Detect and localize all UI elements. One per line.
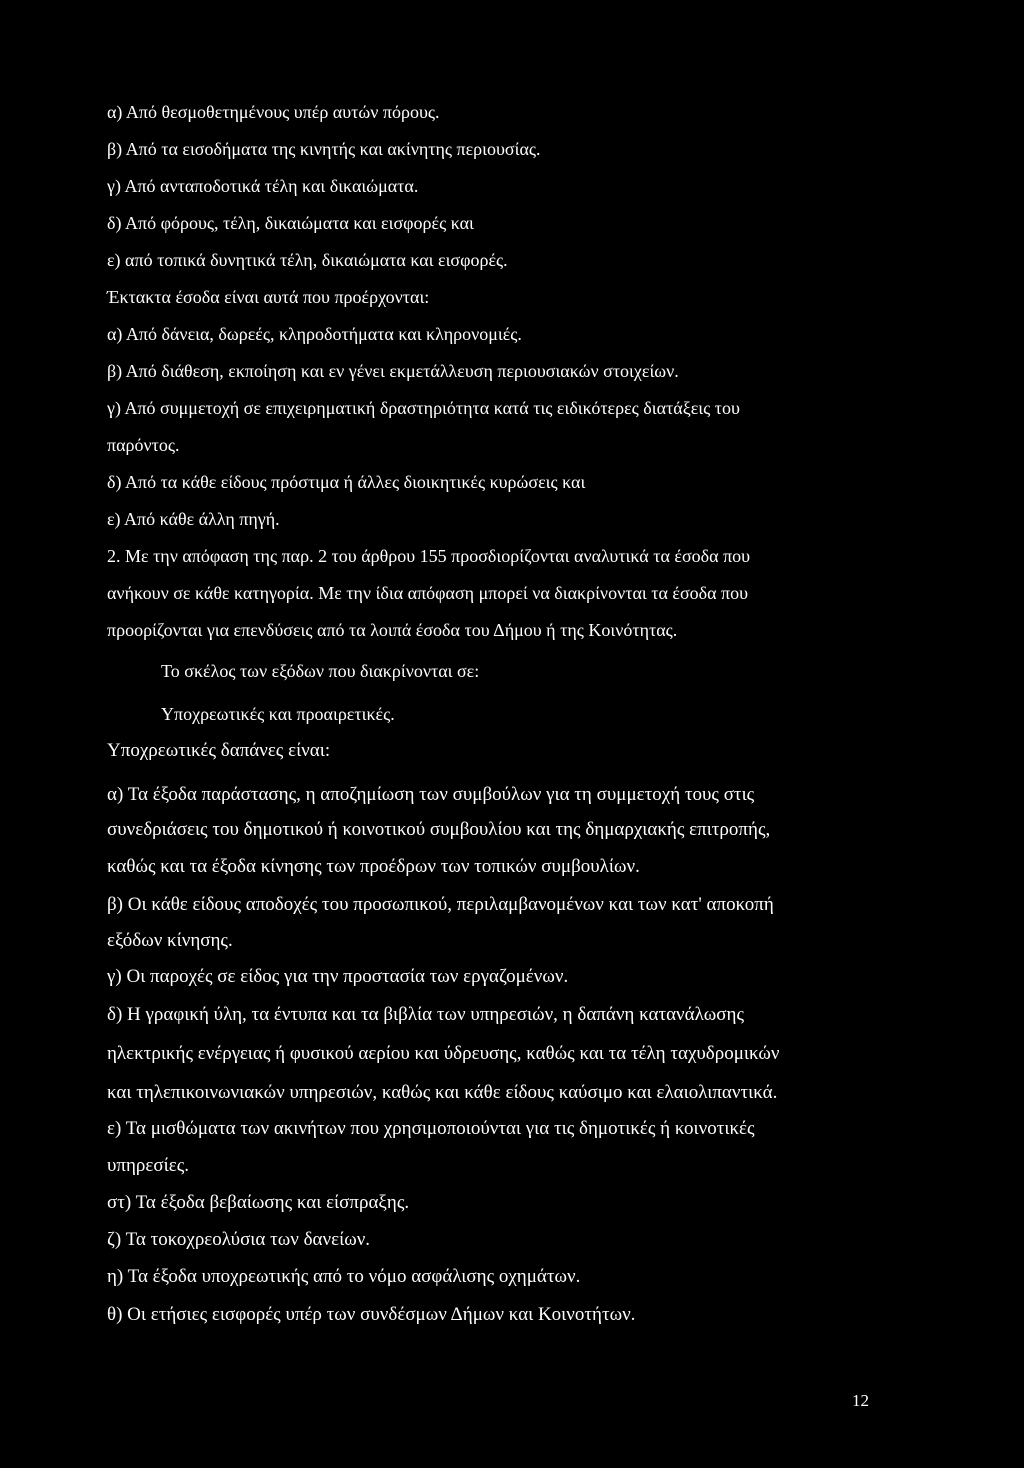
text-line: δ) Η γραφική ύλη, τα έντυπα και τα βιβλία των υπηρεσιών, η δαπάνη κατανάλωσης: [107, 1004, 745, 1025]
text-line: ανήκουν σε κάθε κατηγορία. Με την ίδια απόφαση μπορεί να διακρίνονται τα έσοδα που: [107, 583, 749, 603]
section-heading: Υποχρεωτικές και προαιρετικές.: [161, 704, 395, 724]
text-line: ζ) Τα τοκοχρεολύσια των δανείων.: [107, 1229, 371, 1250]
text-line: β) Από διάθεση, εκποίηση και εν γένει εκμετάλλευση περιουσιακών στοιχείων.: [107, 361, 679, 381]
text-line: θ) Οι ετήσιες εισφορές υπέρ των συνδέσμων Δήμων και Κοινοτήτων.: [107, 1304, 636, 1325]
text-line: α) Από θεσμοθετημένους υπέρ αυτών πόρους.: [107, 102, 440, 122]
text-line: δ) Από φόρους, τέλη, δικαιώματα και εισφορές και: [107, 213, 474, 233]
text-line: ηλεκτρικής ενέργειας ή φυσικού αερίου και ύδρευσης, καθώς και τα τέλη ταχυδρομικών: [107, 1043, 780, 1064]
text-line: συνεδριάσεις του δημοτικού ή κοινοτικού συμβουλίου και της δημαρχιακής επιτροπής,: [107, 819, 771, 840]
text-line: δ) Από τα κάθε είδους πρόστιμα ή άλλες διοικητικές κυρώσεις και: [107, 472, 586, 492]
text-line: ε) Τα μισθώματα των ακινήτων που χρησιμοποιούνται για τις δημοτικές ή κοινοτικές: [107, 1118, 755, 1139]
text-line: η) Τα έξοδα υποχρεωτικής από το νόμο ασφάλισης οχημάτων.: [107, 1266, 581, 1287]
text-line: γ) Οι παροχές σε είδος για την προστασία των εργαζομένων.: [107, 966, 569, 987]
text-line: ε) Από κάθε άλλη πηγή.: [107, 509, 280, 529]
text-line: α) Από δάνεια, δωρεές, κληροδοτήματα και κληρονομιές.: [107, 324, 522, 344]
text-line: ε) από τοπικά δυνητικά τέλη, δικαιώματα και εισφορές.: [107, 250, 508, 270]
text-line: στ) Τα έξοδα βεβαίωσης και είσπραξης.: [107, 1192, 410, 1213]
section-heading: Το σκέλος των εξόδων που διακρίνονται σε:: [161, 661, 480, 681]
text-line: γ) Από συμμετοχή σε επιχειρηματική δραστηριότητα κατά τις ειδικότερες διατάξεις του: [107, 398, 740, 418]
text-line: προορίζονται για επενδύσεις από τα λοιπά έσοδα του Δήμου ή της Κοινότητας.: [107, 620, 678, 640]
text-line: 2. Με την απόφαση της παρ. 2 του άρθρου 155 προσδιορίζονται αναλυτικά τα έσοδα που: [107, 546, 751, 566]
text-line: Υποχρεωτικές δαπάνες είναι:: [107, 740, 331, 761]
text-line: καθώς και τα έξοδα κίνησης των προέδρων των τοπικών συμβουλίων.: [107, 856, 640, 877]
page-number: 12: [852, 1391, 869, 1410]
text-line: Έκτακτα έσοδα είναι αυτά που προέρχονται:: [107, 287, 430, 307]
text-line: παρόντος.: [107, 435, 180, 455]
text-line: β) Από τα εισοδήματα της κινητής και ακίνητης περιουσίας.: [107, 139, 541, 159]
text-line: και τηλεπικοινωνιακών υπηρεσιών, καθώς και κάθε είδους καύσιμο και ελαιολιπαντικά.: [107, 1082, 778, 1103]
text-line: β) Οι κάθε είδους αποδοχές του προσωπικού, περιλαμβανομένων και των κατ' αποκοπή: [107, 894, 774, 915]
text-line: εξόδων κίνησης.: [107, 930, 233, 951]
text-line: α) Τα έξοδα παράστασης, η αποζημίωση των συμβούλων για τη συμμετοχή τους στις: [107, 784, 755, 805]
text-line: υπηρεσίες.: [107, 1155, 190, 1176]
text-line: γ) Από ανταποδοτικά τέλη και δικαιώματα.: [107, 176, 419, 196]
